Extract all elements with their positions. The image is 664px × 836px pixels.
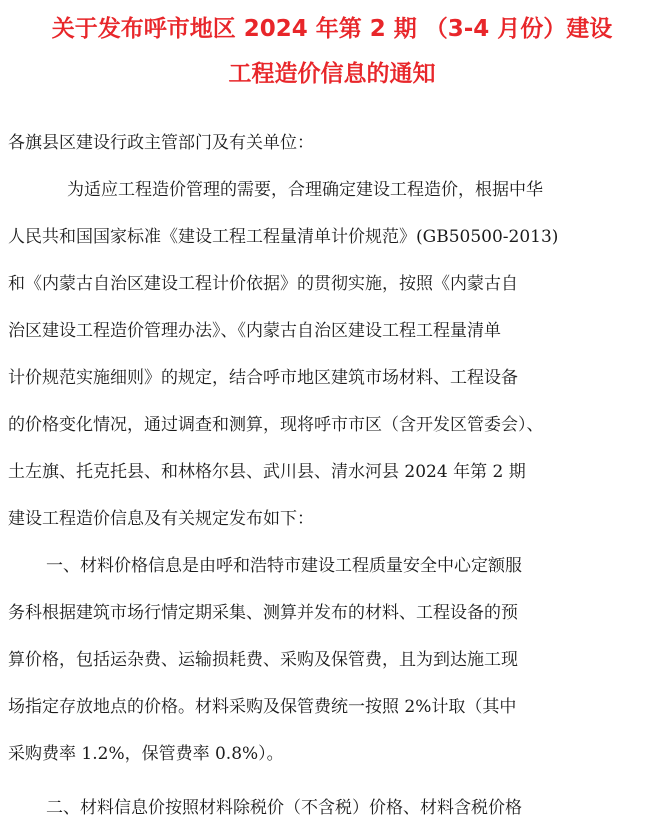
paragraph-line: 二、材料信息价按照材料除税价（不含税）价格、材料含税价格 [46,798,522,818]
document-title-line-1: 关于发布呼市地区 2024 年第 2 期 （3-4 月份）建设 [51,16,613,42]
paragraph-line: 的价格变化情况，通过调查和测算，现将呼市市区（含开发区管委会）、 [8,415,544,435]
paragraph-line: 为适应工程造价管理的需要，合理确定建设工程造价，根据中华 [67,180,543,200]
paragraph-line: 采购费率 1.2%，保管费率 0.8%）。 [8,744,284,764]
paragraph-line: 和《内蒙古自治区建设工程计价依据》的贯彻实施，按照《内蒙古自 [8,274,518,294]
paragraph-line: 算价格，包括运杂费、运输损耗费、采购及保管费，且为到达施工现 [8,650,518,670]
paragraph-line: 计价规范实施细则》的规定，结合呼市地区建筑市场材料、工程设备 [8,368,518,388]
paragraph-line: 建设工程造价信息及有关规定发布如下： [8,509,314,529]
paragraph-line: 一、材料价格信息是由呼和浩特市建设工程质量安全中心定额服 [46,556,522,576]
document-title-line-2: 工程造价信息的通知 [228,61,436,87]
paragraph-line: 人民共和国国家标准《建设工程工程量清单计价规范》(GB50500-2013) [8,227,559,247]
paragraph-line: 土左旗、托克托县、和林格尔县、武川县、清水河县 2024 年第 2 期 [8,462,526,482]
salutation: 各旗县区建设行政主管部门及有关单位： [8,133,314,153]
paragraph-line: 场指定存放地点的价格。材料采购及保管费统一按照 2%计取（其中 [8,697,517,717]
paragraph-line: 治区建设工程造价管理办法》、《内蒙古自治区建设工程工程量清单 [8,321,501,341]
paragraph-line: 务科根据建筑市场行情定期采集、测算并发布的材料、工程设备的预 [8,603,518,623]
